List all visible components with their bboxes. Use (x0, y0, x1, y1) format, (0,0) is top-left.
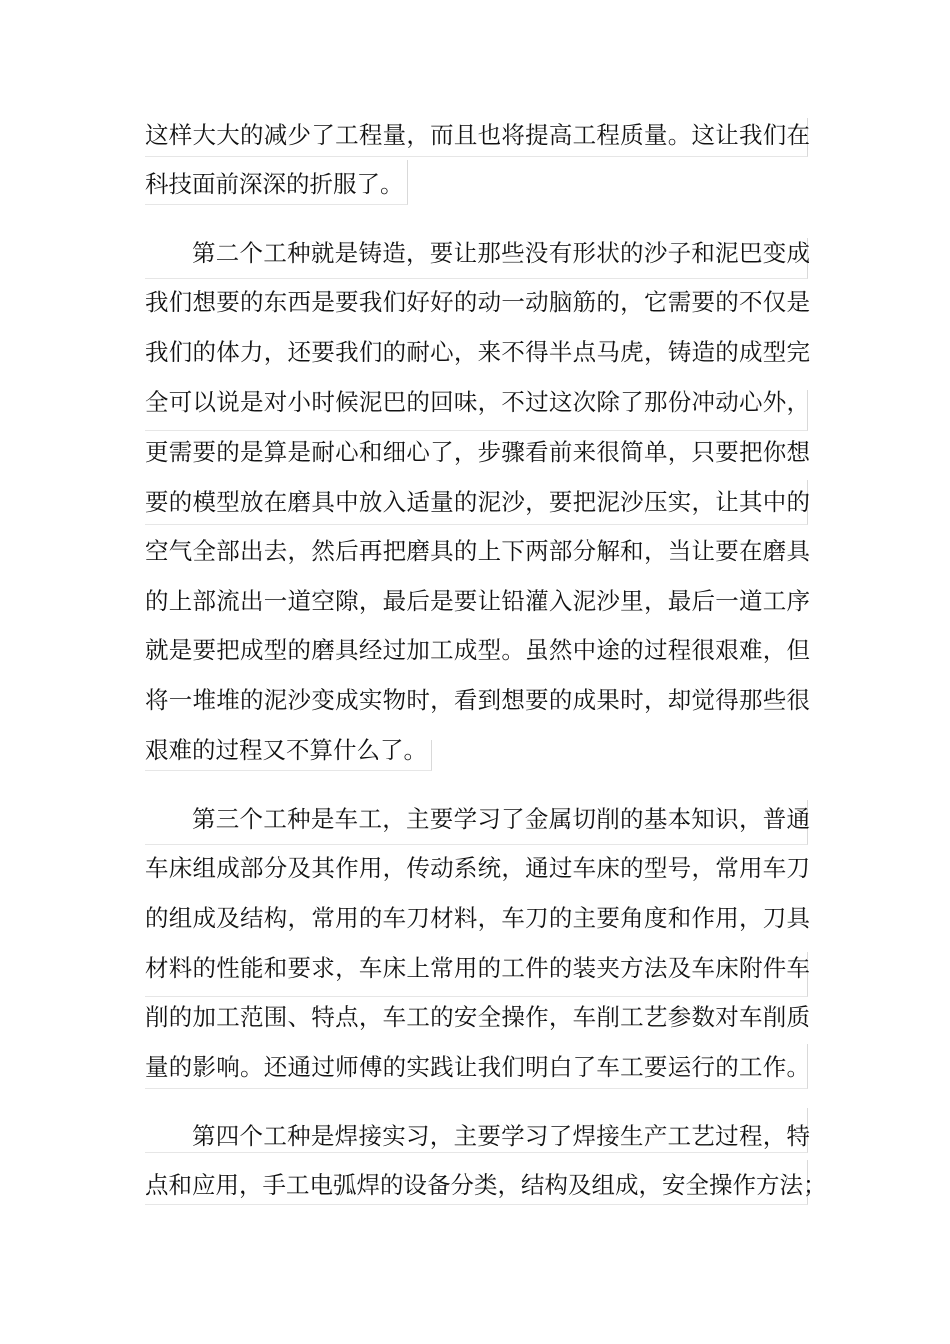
text-line: 艰难的过程又不算什么了。 (145, 736, 427, 764)
text-line: 的上部流出一道空隙，最后是要让铅灌入泥沙里，最后一道工序 (145, 587, 810, 615)
text-line: 就是要把成型的磨具经过加工成型。虽然中途的过程很艰难，但 (145, 636, 810, 664)
text-line: 要的模型放在磨具中放入适量的泥沙，要把泥沙压实，让其中的 (145, 488, 810, 516)
text-line: 削的加工范围、特点，车工的安全操作，车削工艺参数对车削质 (145, 1003, 810, 1031)
text-line: 第四个工种是焊接实习，主要学习了焊接生产工艺过程，特 (192, 1122, 810, 1150)
text-line: 将一堆堆的泥沙变成实物时，看到想要的成果时，却觉得那些很 (145, 686, 810, 714)
text-line: 我们的体力，还要我们的耐心，来不得半点马虎，铸造的成型完 (145, 338, 810, 366)
text-line: 第二个工种就是铸造，要让那些没有形状的沙子和泥巴变成 (192, 239, 810, 267)
text-line: 科技面前深深的折服了。 (145, 170, 404, 198)
text-line: 的组成及结构，常用的车刀材料，车刀的主要角度和作用，刀具 (145, 904, 810, 932)
text-line: 材料的性能和要求，车床上常用的工件的装夹方法及车床附件车 (145, 954, 810, 982)
text-line: 更需要的是算是耐心和细心了，步骤看前来很简单，只要把你想 (145, 438, 810, 466)
text-line: 我们想要的东西是要我们好好的动一动脑筋的，它需要的不仅是 (145, 288, 810, 316)
text-line: 车床组成部分及其作用，传动系统，通过车床的型号，常用车刀 (145, 854, 810, 882)
text-line: 这样大大的减少了工程量，而且也将提高工程质量。这让我们在 (145, 121, 810, 149)
text-line: 第三个工种是车工，主要学习了金属切削的基本知识，普通 (192, 805, 810, 833)
text-line: 量的影响。还通过师傅的实践让我们明白了车工要运行的工作。 (145, 1053, 810, 1081)
text-line: 点和应用，手工电弧焊的设备分类，结构及组成，安全操作方法； (145, 1171, 827, 1199)
text-line: 全可以说是对小时候泥巴的回味，不过这次除了那份冲动心外， (145, 388, 810, 416)
text-line: 空气全部出去，然后再把磨具的上下两部分解和，当让要在磨具 (145, 537, 810, 565)
